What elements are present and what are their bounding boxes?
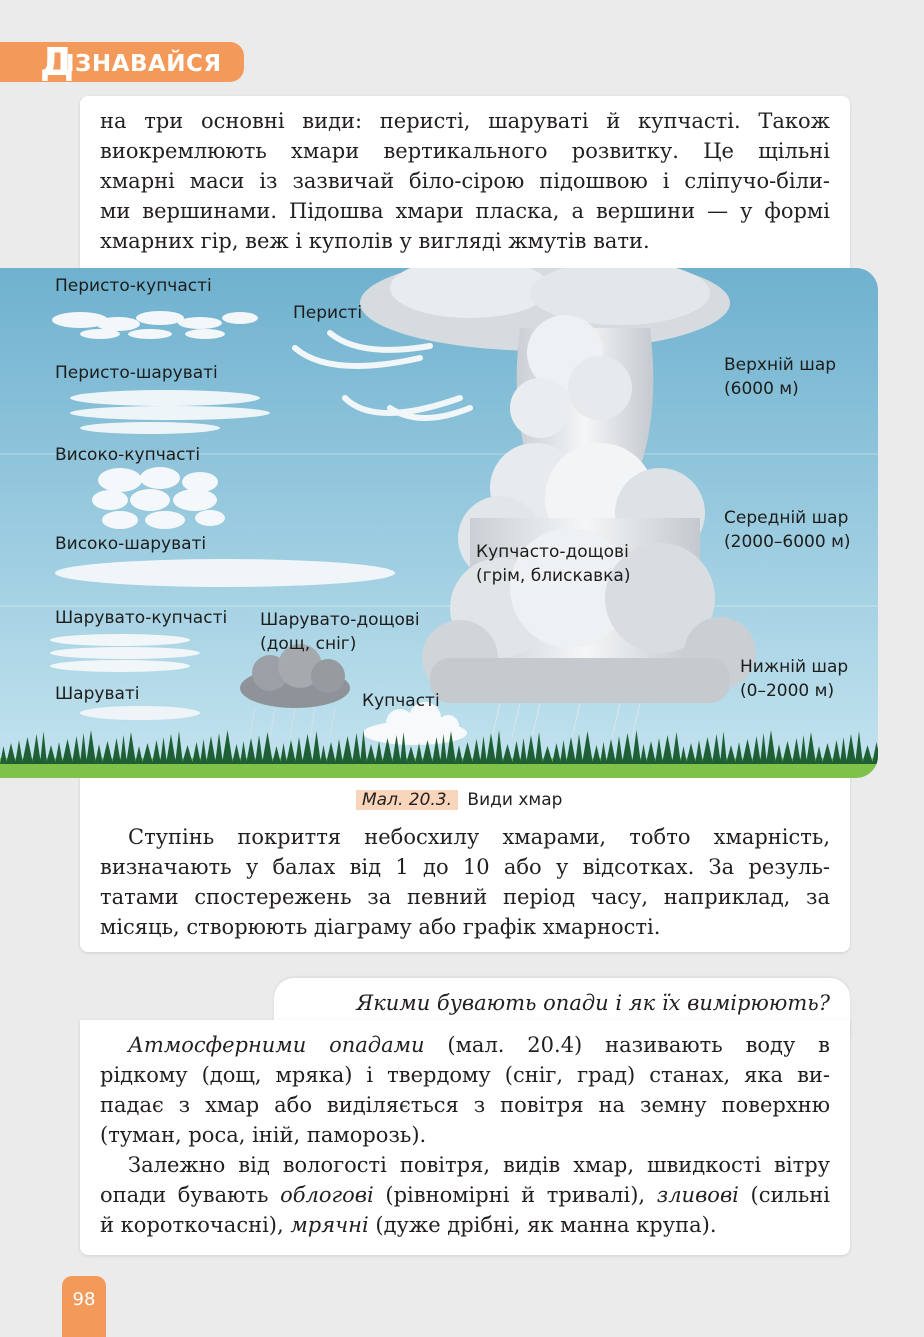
stratus-cloud	[80, 706, 200, 720]
label-nimbostratus-note: (дощ, сніг)	[260, 634, 357, 654]
label-stratocumulus: Шарувато-купчасті	[55, 608, 228, 628]
label-upper-layer: Верхній шар	[724, 355, 837, 375]
term-showers: зливові	[656, 1183, 739, 1207]
para2-line: визначають у балах від 1 до 10 або у відсотках. За резуль-	[100, 855, 830, 879]
label-altocumulus: Високо-купчасті	[55, 445, 201, 465]
stratocumulus-cloud	[50, 634, 200, 672]
label-cirrostratus: Перисто-шаруваті	[55, 363, 218, 383]
intro-line: хмарні маси із зазвичай біло-сірою підошвою і сліпучо-біли-	[100, 169, 830, 193]
label-stratus: Шаруваті	[55, 684, 140, 704]
para3-line-7	[100, 1210, 830, 1240]
term-drizzle: мрячні	[290, 1213, 369, 1237]
para3-text: й короткочасні),	[100, 1213, 291, 1237]
cloud-types-illustration	[0, 268, 878, 778]
label-cumulonimbus-note: (грім, блискавка)	[476, 566, 631, 586]
header-title: ІЗНАВАЙСЯ	[66, 51, 222, 77]
para3-line-3: падає з хмар або виділяється з повітря на земну поверхню	[100, 1093, 830, 1117]
para2-line: Ступінь покриття небосхилу хмарами, тобто хмарність,	[128, 825, 830, 849]
para3-text: опади бувають	[100, 1183, 281, 1207]
term-continuous: облогові	[280, 1183, 374, 1207]
label-lower-layer-height: (0–2000 м)	[740, 681, 835, 701]
para3-line-6	[100, 1180, 830, 1210]
label-lower-layer: Нижній шар	[740, 657, 849, 677]
label-cirrocumulus: Перисто-купчасті	[55, 276, 212, 296]
figure-caption	[356, 788, 562, 813]
header-first-letter: Д	[40, 40, 74, 84]
para3-line-1	[100, 1030, 830, 1060]
para3-line-4: (туман, роса, іній, паморозь).	[100, 1123, 427, 1147]
para3-text: (сильні	[738, 1183, 830, 1207]
intro-line: ми вершинами. Підошва хмари пласка, а вершини — у формі	[100, 199, 830, 223]
para3-text: (мал. 20.4) називають воду в	[424, 1033, 831, 1057]
section-header-tab	[0, 42, 244, 82]
altostratus-cloud	[55, 559, 395, 587]
label-upper-layer-height: (6000 м)	[724, 379, 799, 399]
label-cumulus: Купчасті	[362, 691, 440, 711]
label-cirrus: Перисті	[293, 303, 363, 323]
label-altostratus: Високо-шаруваті	[55, 534, 207, 554]
term-atmospheric-precipitation: Атмосферними опадами	[128, 1033, 425, 1057]
page-number: 98	[62, 1276, 106, 1337]
para3-text: (дуже дрібні, як манна крупа).	[368, 1213, 717, 1237]
intro-line: на три основні види: перисті, шаруваті й купчасті. Також	[100, 109, 830, 133]
figure-title: Види хмар	[467, 790, 563, 810]
para3-line-5: Залежно від вологості повітря, видів хмар, швидкості вітру	[128, 1153, 830, 1177]
label-cumulonimbus: Купчасто-дощові	[476, 542, 629, 562]
label-nimbostratus: Шарувато-дощові	[260, 610, 420, 630]
para3-text: (рівномірні й тривалі),	[373, 1183, 657, 1207]
para2-line: татами спостережень за певний період часу, наприклад, за	[100, 885, 830, 909]
intro-line: хмарних гір, веж і куполів у вигляді жмутів вати.	[100, 229, 650, 253]
altocumulus-cloud	[92, 467, 225, 529]
para2-line: місяць, створюють діаграму або графік хмарності.	[100, 915, 661, 939]
intro-line: виокремлюють хмари вертикального розвитку. Це щільні	[100, 139, 830, 163]
para3-line-2: рідкому (дощ, мряка) і твердому (сніг, град) станах, яка ви-	[100, 1063, 830, 1087]
section-question: Якими бувають опади і як їх вимірюють?	[356, 991, 830, 1015]
label-middle-layer: Середній шар	[724, 508, 849, 528]
label-middle-layer-height: (2000–6000 м)	[724, 532, 851, 552]
figure-number: Мал. 20.3.	[356, 790, 458, 810]
